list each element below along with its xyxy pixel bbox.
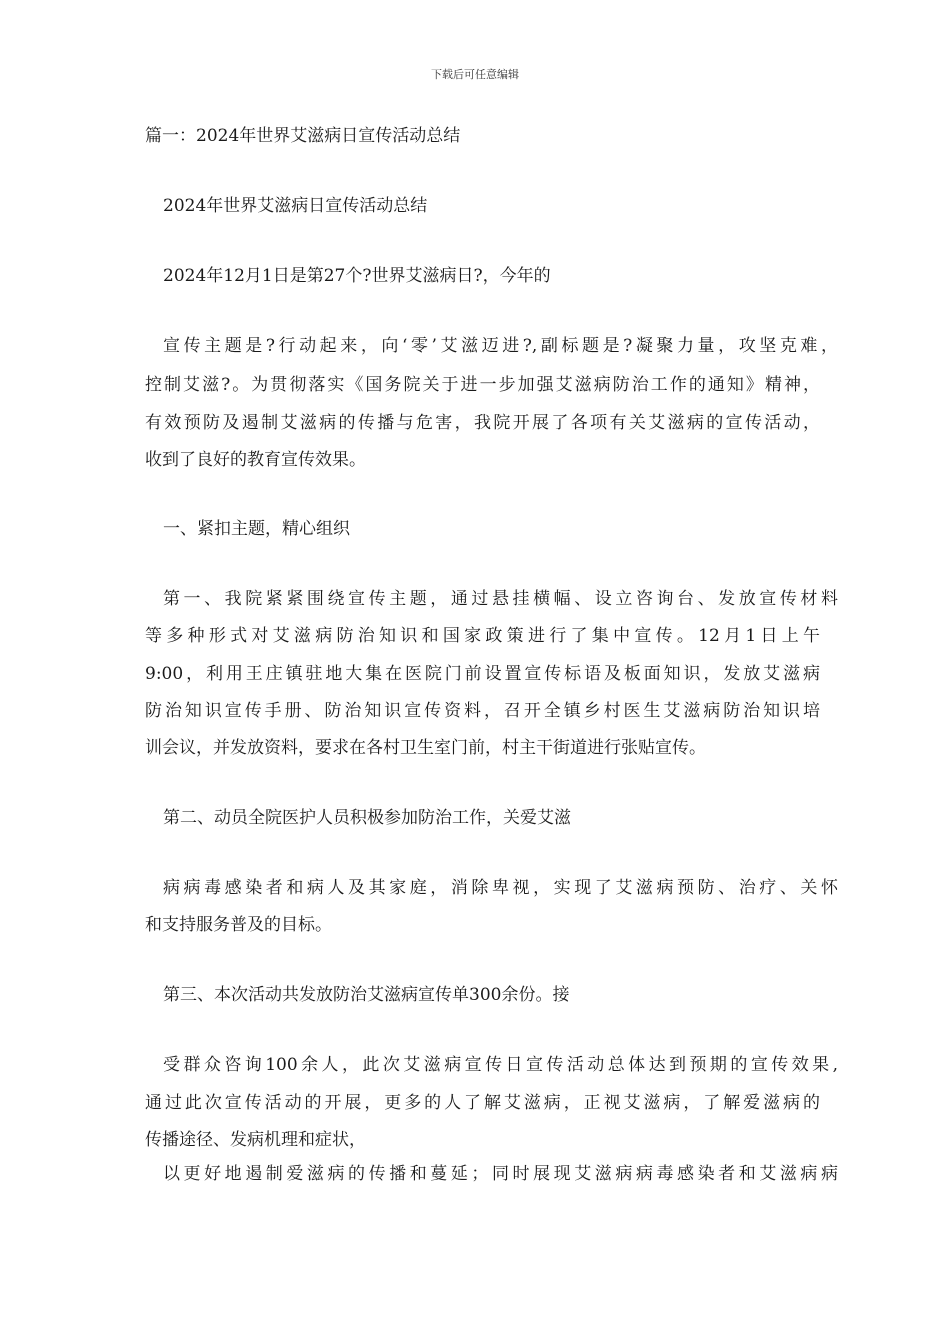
paragraph-line: 控制艾滋?。为贯彻落实《国务院关于进一步加强艾滋病防治工作的通知》精神， [145,375,820,395]
paragraph-line: 等多种形式对艾滋病防治知识和国家政策进行了集中宣传。12月1日上午 [145,626,820,646]
header-note: 下载后可任意编辑 [431,68,519,81]
document-title: 2024年世界艾滋病日宣传活动总结 [163,196,428,216]
paragraph-line: 病病毒感染者和病人及其家庭，消除卑视，实现了艾滋病预防、治疗、关怀 [163,878,838,898]
paragraph-line: 收到了良好的教育宣传效果。 [145,450,366,470]
paragraph-line: 以更好地遏制爱滋病的传播和蔓延；同时展现艾滋病病毒感染者和艾滋病病 [163,1164,838,1184]
paragraph-line: 第一、我院紧紧围绕宣传主题，通过悬挂横幅、设立咨询台、发放宣传材料 [163,589,838,609]
paragraph-line: 受群众咨询100余人，此次艾滋病宣传日宣传活动总体达到预期的宣传效果, [163,1055,838,1075]
article-heading: 篇一：2024年世界艾滋病日宣传活动总结 [145,126,461,146]
paragraph-line: 防治知识宣传手册、防治知识宣传资料，召开全镇乡村医生艾滋病防治知识培 [145,701,820,721]
paragraph-line: 宣传主题是?行动起来，向‘零’艾滋迈进?,副标题是?凝聚力量，攻坚克难， [163,336,838,356]
paragraph-line: 和支持服务普及的目标。 [145,915,332,935]
paragraph-line: 传播途径、发病机理和症状， [145,1130,366,1150]
paragraph-line: 9:00，利用王庄镇驻地大集在医院门前设置宣传标语及板面知识，发放艾滋病 [145,664,820,684]
paragraph-line: 2024年12月1日是第27个?世界艾滋病日?，今年的 [163,266,551,286]
paragraph-line: 训会议，并发放资料，要求在各村卫生室门前，村主干街道进行张贴宣传。 [145,738,706,758]
paragraph-line: 通过此次宣传活动的开展，更多的人了解艾滋病，正视艾滋病，了解爱滋病的 [145,1093,820,1113]
section-heading: 一、紧扣主题，精心组织 [163,519,350,539]
paragraph-line: 有效预防及遏制艾滋病的传播与危害，我院开展了各项有关艾滋病的宣传活动， [145,413,820,433]
paragraph-line: 第三、本次活动共发放防治艾滋病宣传单300余份。接 [163,985,570,1005]
paragraph-line: 第二、动员全院医护人员积极参加防治工作，关爱艾滋 [163,808,571,828]
